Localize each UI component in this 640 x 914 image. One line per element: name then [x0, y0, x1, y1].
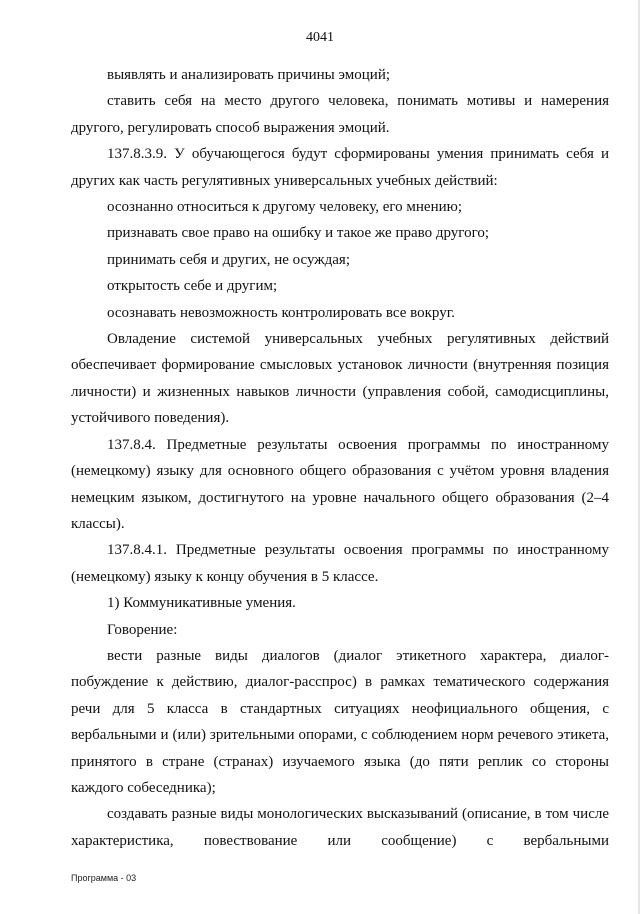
paragraph: осознанно относиться к другому человеку, его мнению; [107, 199, 463, 216]
paragraph: выявлять и анализировать причины эмоций; [107, 67, 391, 83]
paragraph: осознавать невозможность контролировать все вокруг. [107, 304, 455, 321]
paragraph: вести разные виды диалогов (диалог этикетного характера, диалог-побуждение к действию, диалог-расспрос) в рамках тематического содержания речи для 5 класса в стандартных ситуациях неофициального общения, с вербальными и (или) зрительными опорами, с соблюдением норм речевого этикета, принятого в стране (странах) изучаемого языка (до пяти реплик со стороны каждого собеседника); [71, 647, 609, 796]
paragraph: признавать свое право на ошибку и такое же право другого; [107, 225, 490, 242]
paragraph: Говорение: [107, 621, 178, 638]
page-number: 4041 [306, 30, 334, 45]
paragraph: принимать себя и других, не осуждая; [107, 251, 351, 268]
paragraph: 1) Коммуникативные умения. [107, 595, 296, 612]
paragraph: 137.8.3.9. У обучающегося будут сформированы умения принимать себя и других как часть регулятивных универсальных учебных действий: [71, 146, 609, 189]
paragraph: 137.8.4.1. Предметные результаты освоения программы по иностранному (немецкому) языку к концу обучения в 5 классе. [71, 542, 609, 585]
footer-label: Программа - 03 [71, 873, 137, 883]
paragraph: 137.8.4. Предметные результаты освоения программы по иностранному (немецкому) языку для основного общего образования с учётом уровня владения немецким языком, достигнутого на уровне начального общего образования (2–4 классы). [71, 436, 609, 532]
paragraph: создавать разные виды монологических высказываний (описание, в том числе характеристика, повествование или сообщение) с вербальными [71, 806, 609, 849]
paragraph: ставить себя на место другого человека, понимать мотивы и намерения другого, регулировать способ выражения эмоций. [71, 93, 609, 136]
body-text [71, 62, 609, 854]
paragraph: Овладение системой универсальных учебных регулятивных действий обеспечивает формирование смысловых установок личности (внутренняя позиция личности) и жизненных навыков личности (управления собой, самодисциплины, устойчивого поведения). [71, 331, 609, 427]
paragraph: открытость себе и другим; [107, 278, 278, 295]
